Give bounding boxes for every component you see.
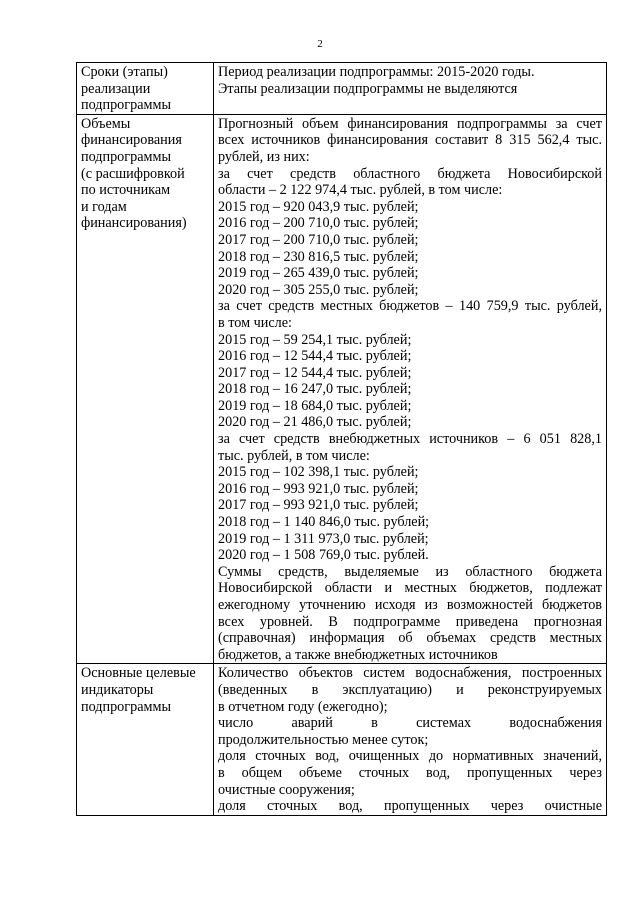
value-line: 2016 год – 993 921,0 тыс. рублей;: [218, 480, 419, 497]
value-line: в общем объеме сточных вод, пропущенных через: [218, 764, 602, 781]
value-line: доля сточных вод, пропущенных через очистные: [218, 798, 602, 815]
table-row: [77, 63, 607, 115]
value-line: 2016 год – 12 544,4 тыс. рублей;: [218, 348, 412, 365]
value-line: бюджетов, а также внебюджетных источников: [218, 646, 498, 663]
value-line: 2020 год – 21 486,0 тыс. рублей;: [218, 414, 412, 431]
value-line: очистные сооружения;: [218, 781, 355, 798]
value-line: 2017 год – 12 544,4 тыс. рублей;: [218, 364, 412, 381]
label-line: реализации: [81, 80, 151, 97]
label-line: финансирования: [81, 132, 182, 149]
value-line: 2017 год – 993 921,0 тыс. рублей;: [218, 497, 419, 514]
label-line: индикаторы: [81, 681, 154, 698]
label-line: финансирования): [81, 215, 187, 232]
value-line: за счет средств внебюджетных источников – 6 051 828,1: [218, 431, 602, 448]
label-line: (с расшифровкой: [81, 165, 185, 182]
value-line: 2020 год – 305 255,0 тыс. рублей;: [218, 281, 419, 298]
table-row: [77, 664, 607, 815]
value-line: число аварий в системах водоснабжения: [218, 715, 602, 732]
row-value-cell: [214, 664, 607, 815]
label-line: Сроки (этапы): [81, 64, 168, 80]
value-line: 2018 год – 16 247,0 тыс. рублей;: [218, 381, 412, 398]
value-line: Прогнозный объем финансирования подпрограммы за счет: [218, 115, 602, 132]
row-label-cell: [77, 664, 214, 815]
value-line: рублей, из них:: [218, 148, 310, 165]
value-line: Этапы реализации подпрограммы не выделяются: [218, 80, 518, 97]
value-line: Количество объектов систем водоснабжения, построенных: [218, 665, 602, 682]
label-line: Основные целевые: [81, 665, 196, 682]
value-line: 2019 год – 1 311 973,0 тыс. рублей;: [218, 530, 429, 547]
value-line: области – 2 122 974,4 тыс. рублей, в том числе:: [218, 182, 503, 199]
value-line: 2015 год – 59 254,1 тыс. рублей;: [218, 331, 412, 348]
value-line: 2015 год – 102 398,1 тыс. рублей;: [218, 464, 419, 481]
label-line: по источникам: [81, 182, 171, 199]
label-line: подпрограммы: [81, 97, 171, 114]
label-line: Объемы: [81, 115, 131, 132]
subprogram-passport-table: [76, 62, 607, 816]
value-line: (введенных в эксплуатацию) и реконструируемых: [218, 681, 602, 698]
value-line: 2018 год – 230 816,5 тыс. рублей;: [218, 248, 419, 265]
value-line: за счет средств областного бюджета Новосибирской: [218, 165, 602, 182]
row-label-cell: [77, 114, 214, 664]
value-line: тыс. рублей, в том числе:: [218, 447, 370, 464]
label-line: и годам: [81, 198, 127, 215]
value-line: 2016 год – 200 710,0 тыс. рублей;: [218, 215, 419, 232]
row-value-cell: [214, 63, 607, 115]
value-line: ежегодному уточнению исходя из возможностей бюджетов: [218, 597, 602, 613]
value-line: всех уровней. В подпрограмме приведена прогнозная: [218, 613, 602, 630]
value-line: Период реализации подпрограммы: 2015-2020 годы.: [218, 64, 535, 80]
value-line: Новосибирской области и местных бюджетов, подлежат: [218, 580, 602, 597]
value-line: всех источников финансирования составит 8 315 562,4 тыс.: [218, 132, 602, 149]
table-row: [77, 114, 607, 664]
value-line: в том числе:: [218, 314, 292, 331]
value-line: 2020 год – 1 508 769,0 тыс. рублей.: [218, 547, 429, 564]
value-line: доля сточных вод, очищенных до нормативных значений,: [218, 748, 602, 765]
value-line: продолжительностью менее суток;: [218, 731, 429, 748]
value-line: 2017 год – 200 710,0 тыс. рублей;: [218, 231, 419, 248]
label-line: подпрограммы: [81, 148, 171, 165]
value-line: 2015 год – 920 043,9 тыс. рублей;: [218, 198, 419, 215]
label-line: подпрограммы: [81, 698, 171, 715]
row-value-cell: [214, 114, 607, 664]
value-line: 2019 год – 265 439,0 тыс. рублей;: [218, 265, 419, 282]
value-line: 2018 год – 1 140 846,0 тыс. рублей;: [218, 514, 430, 531]
value-line: (справочная) информация об объемах средств местных: [218, 630, 602, 647]
value-line: Суммы средств, выделяемые из областного бюджета: [218, 563, 602, 580]
row-label-cell: [77, 63, 214, 115]
value-line: 2019 год – 18 684,0 тыс. рублей;: [218, 397, 412, 414]
value-line: в отчетном году (ежегодно);: [218, 698, 388, 715]
page-number: 2: [317, 38, 323, 50]
value-line: за счет средств местных бюджетов – 140 759,9 тыс. рублей,: [218, 298, 602, 315]
